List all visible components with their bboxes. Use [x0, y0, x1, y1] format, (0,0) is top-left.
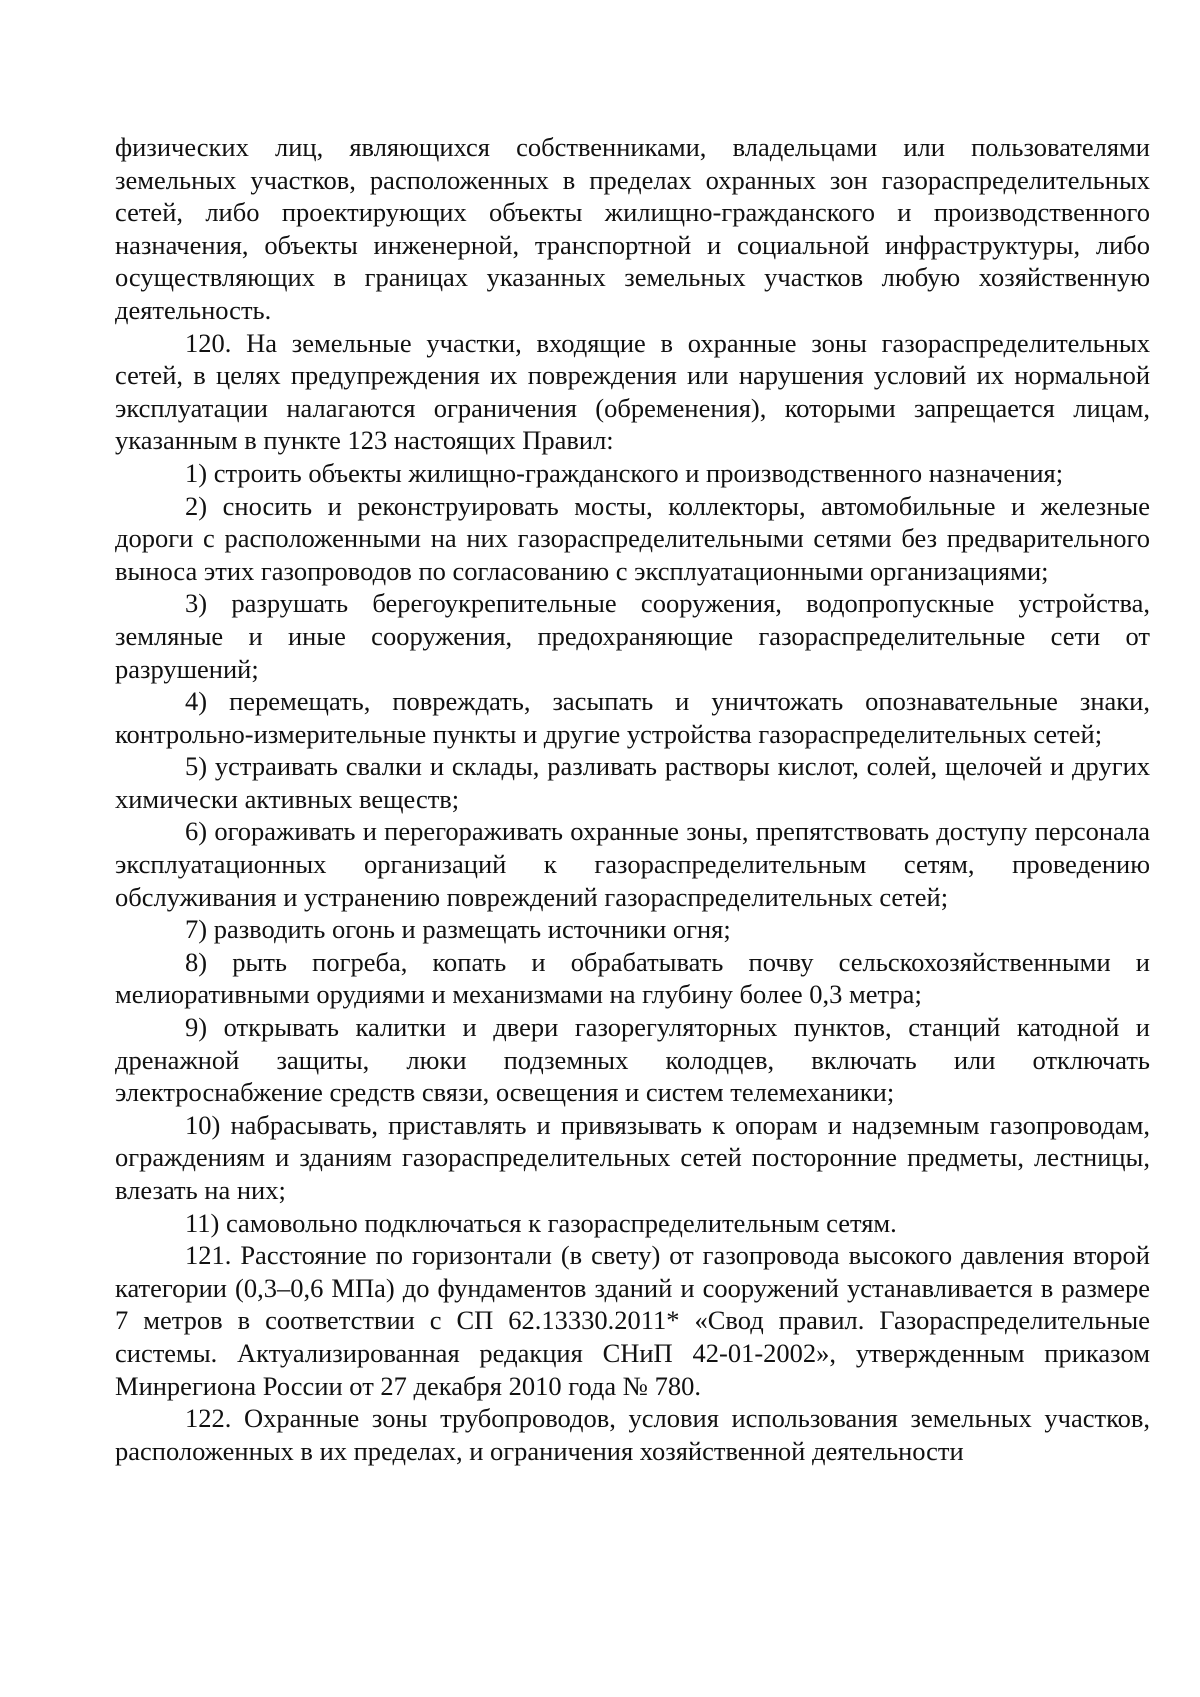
list-item-7: 7) разводить огонь и размещать источники огня; — [185, 914, 731, 945]
list-item-11: 11) самовольно подключаться к газораспределительным сетям. — [185, 1207, 897, 1238]
list-item-3: 3) разрушать берегоукрепительные сооружения, водопропускные устройства, земляные и иные сооружения, предохраняющие газораспределительные сети от разрушений; — [115, 588, 1150, 684]
list-item-5: 5) устраивать свалки и склады, разливать растворы кислот, солей, щелочей и других химически активных веществ; — [115, 751, 1150, 814]
paragraph-continuation: физических лиц, являющихся собственниками, владельцами или пользователями земельных участков, расположенных в пределах охранных зон газораспределительных сетей, либо проектирующих объекты жилищно-гражданского и производственного назначения, объекты инженерной, транспортной и социальной инфраструктуры, либо осуществляющих в границах указанных земельных участков любую хозяйственную деятельность. — [115, 132, 1150, 325]
paragraph-121: 121. Расстояние по горизонтали (в свету) от газопровода высокого давления второй категории (0,3–0,6 МПа) до фундаментов зданий и сооружений устанавливается в размере 7 метров в соответствии с СП 62.13330.2011* «Свод правил. Газораспределительные системы. Актуализированная редакция СНиП 42-01-2002», утвержденным приказом Минрегиона России от 27 декабря 2010 года № 780. — [115, 1240, 1150, 1401]
paragraph-122: 122. Охранные зоны трубопроводов, условия использования земельных участков, расположенных в их пределах, и ограничения хозяйственной деятельности — [115, 1403, 1150, 1466]
list-item-4: 4) перемещать, повреждать, засыпать и уничтожать опознавательные знаки, контрольно-измерительные пункты и другие устройства газораспределительных сетей; — [115, 686, 1150, 749]
list-item-2: 2) сносить и реконструировать мосты, коллекторы, автомобильные и железные дороги с расположенными на них газораспределительными сетями без предварительного выноса этих газопроводов по согласованию с эксплуатационными организациями; — [115, 490, 1150, 586]
list-item-8: 8) рыть погреба, копать и обрабатывать почву сельскохозяйственными и мелиоративными орудиями и механизмами на глубину более 0,3 метра; — [115, 946, 1150, 1010]
list-item-10: 10) набрасывать, приставлять и привязывать к опорам и надземным газопроводам, ограждениям и зданиям газораспределительных сетей посторонние предметы, лестницы, влезать на них; — [115, 1109, 1150, 1205]
list-item-1: 1) строить объекты жилищно-гражданского и производственного назначения; — [185, 457, 1064, 488]
list-item-9: 9) открывать калитки и двери газорегуляторных пунктов, станций катодной и дренажной защиты, люки подземных колодцев, включать или отключать электроснабжение средств связи, освещения и систем телемеханики; — [115, 1012, 1150, 1108]
paragraph-120: 120. На земельные участки, входящие в охранные зоны газораспределительных сетей, в целях предупреждения их повреждения или нарушения условий их нормальной эксплуатации налагаются ограничения (обременения), которыми запрещается лицам, указанным в пункте 123 настоящих Правил: — [115, 327, 1150, 456]
list-item-6: 6) огораживать и перегораживать охранные зоны, препятствовать доступу персонала эксплуатационных организаций к газораспределительным сетям, проведению обслуживания и устранению повреждений газораспределительных сетей; — [115, 816, 1150, 912]
document-body — [115, 131, 1150, 1467]
